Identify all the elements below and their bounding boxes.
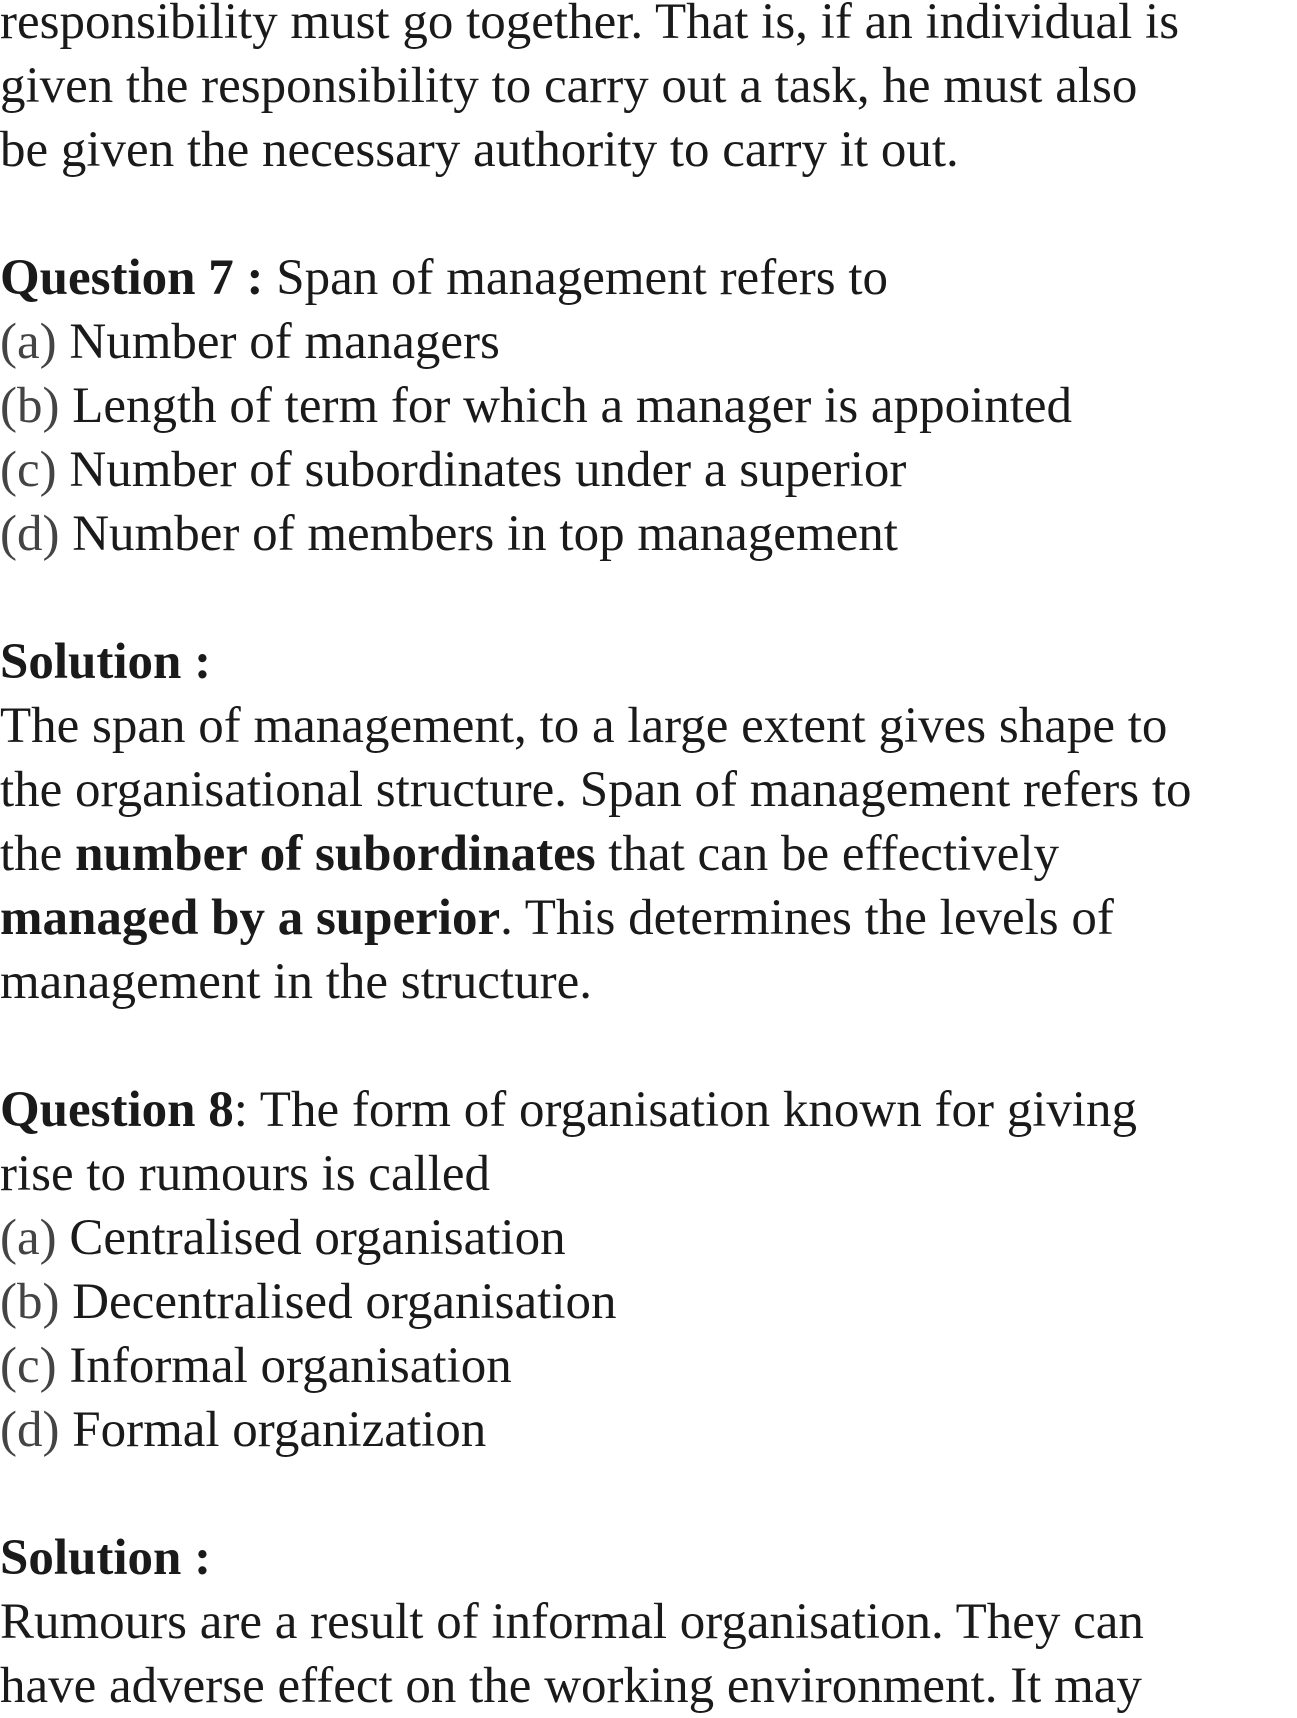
text-line bbox=[0, 950, 592, 1014]
text-line bbox=[0, 1526, 211, 1590]
option-label: (c) bbox=[0, 1338, 57, 1394]
text-segment: rise to rumours is called bbox=[0, 1146, 491, 1202]
text-line bbox=[0, 1206, 566, 1270]
bold-text: Question 7 : bbox=[0, 250, 264, 306]
text-segment: given the responsibility to carry out a task, he must also bbox=[0, 58, 1138, 114]
text-segment: Span of management refers to bbox=[263, 250, 889, 306]
text-segment: Informal organisation bbox=[56, 1338, 512, 1394]
text-segment: The span of management, to a large extent gives shape to bbox=[0, 698, 1168, 754]
bold-text: Question 8 bbox=[0, 1082, 234, 1138]
text-line bbox=[0, 1078, 1137, 1142]
option-label: (b) bbox=[0, 1274, 60, 1330]
text-line bbox=[0, 1654, 1142, 1718]
text-line bbox=[0, 1398, 486, 1462]
text-line bbox=[0, 694, 1167, 758]
text-line bbox=[0, 374, 1072, 438]
option-label: (b) bbox=[0, 378, 60, 434]
text-segment: have adverse effect on the working environment. It may bbox=[0, 1658, 1142, 1714]
text-line bbox=[0, 118, 959, 182]
text-line bbox=[0, 502, 898, 566]
bold-text: Solution : bbox=[0, 634, 212, 690]
option-label: (a) bbox=[0, 1210, 57, 1266]
bold-text: number of subordinates bbox=[75, 826, 596, 882]
option-label: (c) bbox=[0, 442, 57, 498]
text-segment: that can be effectively bbox=[595, 826, 1060, 882]
text-segment: the organisational structure. Span of management refers to bbox=[0, 762, 1192, 818]
text-segment: Formal organization bbox=[59, 1402, 487, 1458]
text-segment: Number of subordinates under a superior bbox=[56, 442, 907, 498]
text-line bbox=[0, 438, 906, 502]
text-line bbox=[0, 1334, 512, 1398]
text-line bbox=[0, 822, 1059, 886]
text-line bbox=[0, 630, 211, 694]
text-line bbox=[0, 758, 1192, 822]
text-line bbox=[0, 1270, 617, 1334]
text-segment: : The form of organisation known for giving bbox=[233, 1082, 1138, 1138]
text-segment: management in the structure. bbox=[0, 954, 592, 1010]
option-label: (d) bbox=[0, 1402, 60, 1458]
text-line bbox=[0, 1142, 490, 1206]
text-segment: Rumours are a result of informal organisation. They can bbox=[0, 1594, 1144, 1650]
text-line bbox=[0, 1590, 1144, 1654]
text-line bbox=[0, 310, 500, 374]
text-segment: the bbox=[0, 826, 76, 882]
option-label: (a) bbox=[0, 314, 57, 370]
text-segment: Number of members in top management bbox=[59, 506, 898, 562]
text-segment: responsibility must go together. That is, if an individual is bbox=[0, 0, 1180, 50]
bold-text: Solution : bbox=[0, 1530, 212, 1586]
text-segment: be given the necessary authority to carry it out. bbox=[0, 122, 959, 178]
option-label: (d) bbox=[0, 506, 60, 562]
text-line bbox=[0, 54, 1137, 118]
text-segment: Number of managers bbox=[56, 314, 500, 370]
text-segment: Decentralised organisation bbox=[59, 1274, 617, 1330]
text-segment: Length of term for which a manager is appointed bbox=[59, 378, 1073, 434]
text-line bbox=[0, 886, 1114, 950]
bold-text: managed by a superior bbox=[0, 890, 501, 946]
text-segment: Centralised organisation bbox=[56, 1210, 566, 1266]
text-line bbox=[0, 0, 1179, 54]
text-segment: . This determines the levels of bbox=[500, 890, 1114, 946]
text-line bbox=[0, 246, 888, 310]
